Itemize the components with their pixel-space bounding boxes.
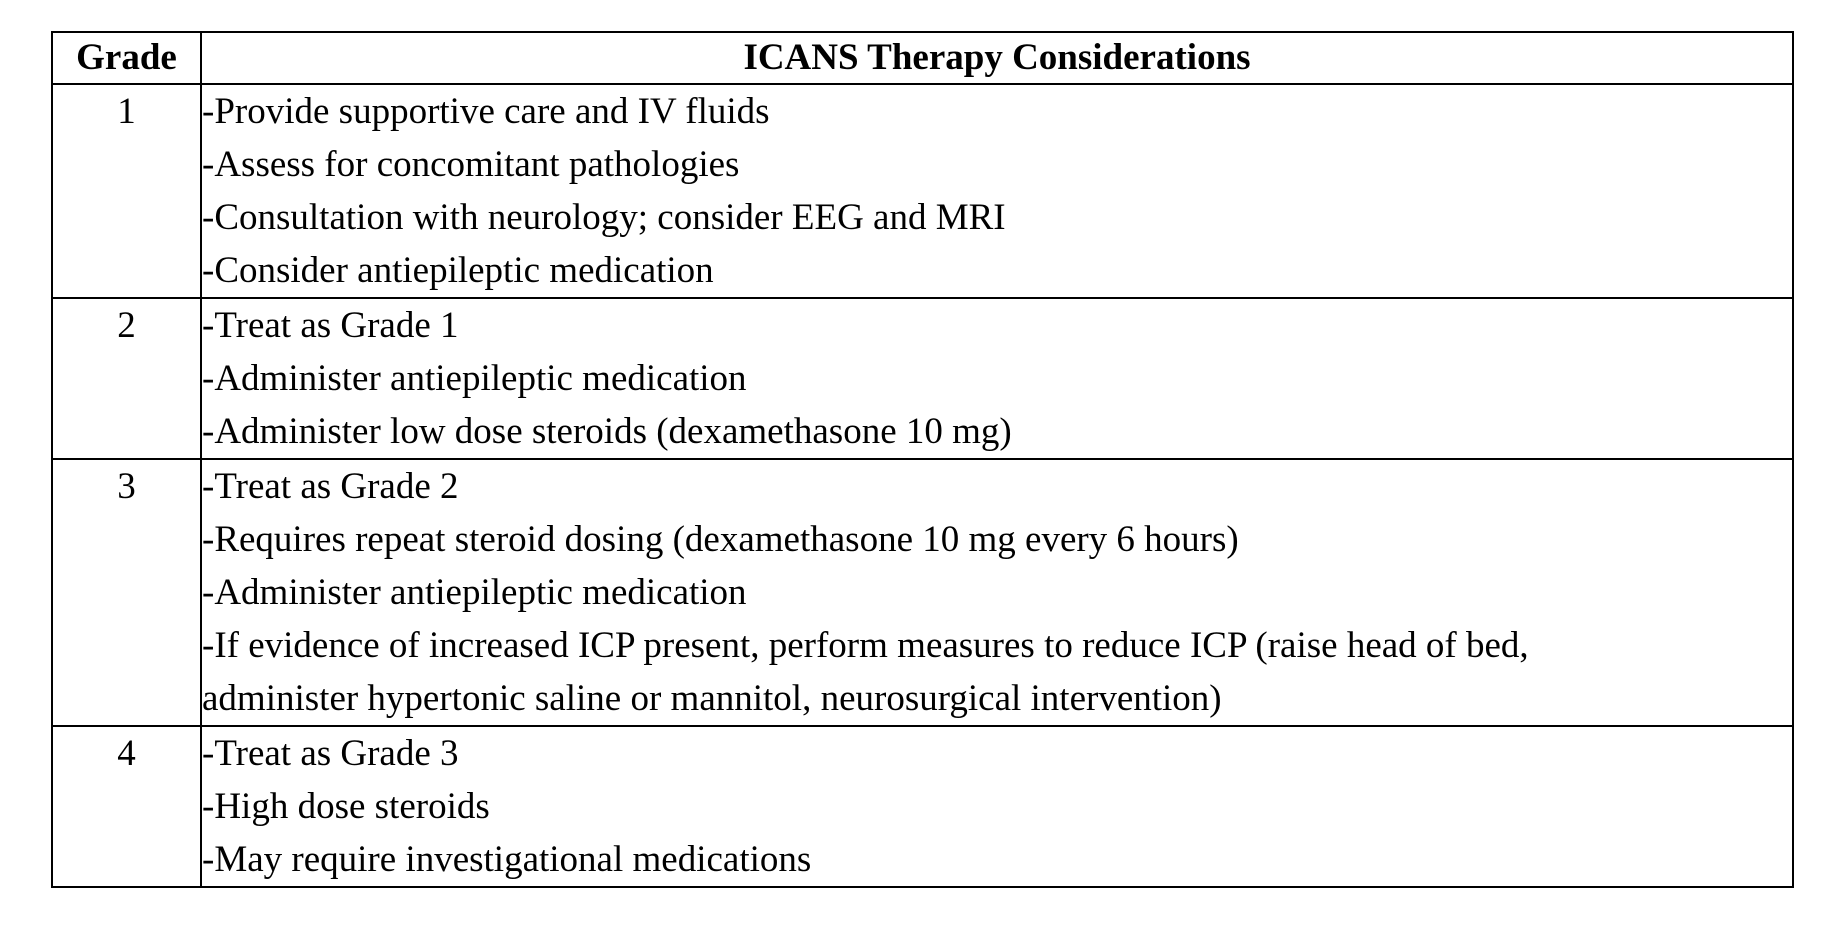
table-row-grade-1	[52, 84, 1793, 298]
therapy-item: -High dose steroids	[202, 786, 490, 827]
grade-cell: 3	[52, 459, 201, 726]
icans-therapy-table	[51, 31, 1794, 888]
therapy-item: -If evidence of increased ICP present, perform measures to reduce ICP (raise head of bed,	[202, 625, 1529, 666]
therapy-column-header: ICANS Therapy Considerations	[201, 32, 1793, 84]
grade-cell: 4	[52, 726, 201, 887]
therapy-cell	[201, 84, 1793, 298]
therapy-item: -Treat as Grade 1	[202, 305, 459, 346]
therapy-cell	[201, 459, 1793, 726]
therapy-item: -May require investigational medications	[202, 839, 812, 880]
therapy-cell	[201, 298, 1793, 459]
therapy-item: -Treat as Grade 3	[202, 733, 459, 774]
grade-column-header: Grade	[52, 32, 201, 84]
therapy-cell	[201, 726, 1793, 887]
therapy-item: administer hypertonic saline or mannitol, neurosurgical intervention)	[202, 678, 1222, 719]
therapy-item: -Administer antiepileptic medication	[202, 358, 747, 399]
grade-cell: 2	[52, 298, 201, 459]
therapy-item: -Consultation with neurology; consider EEG and MRI	[202, 197, 1006, 238]
therapy-item: -Provide supportive care and IV fluids	[202, 91, 770, 132]
table-row-grade-4	[52, 726, 1793, 887]
therapy-item: -Treat as Grade 2	[202, 466, 459, 507]
therapy-item: -Administer antiepileptic medication	[202, 572, 747, 613]
therapy-item: -Requires repeat steroid dosing (dexamethasone 10 mg every 6 hours)	[202, 519, 1239, 560]
grade-cell: 1	[52, 84, 201, 298]
therapy-item: -Consider antiepileptic medication	[202, 250, 714, 291]
header-row	[52, 32, 1793, 84]
therapy-item: -Assess for concomitant pathologies	[202, 144, 740, 185]
table-row-grade-2	[52, 298, 1793, 459]
therapy-item: -Administer low dose steroids (dexamethasone 10 mg)	[202, 411, 1012, 452]
table-row-grade-3	[52, 459, 1793, 726]
